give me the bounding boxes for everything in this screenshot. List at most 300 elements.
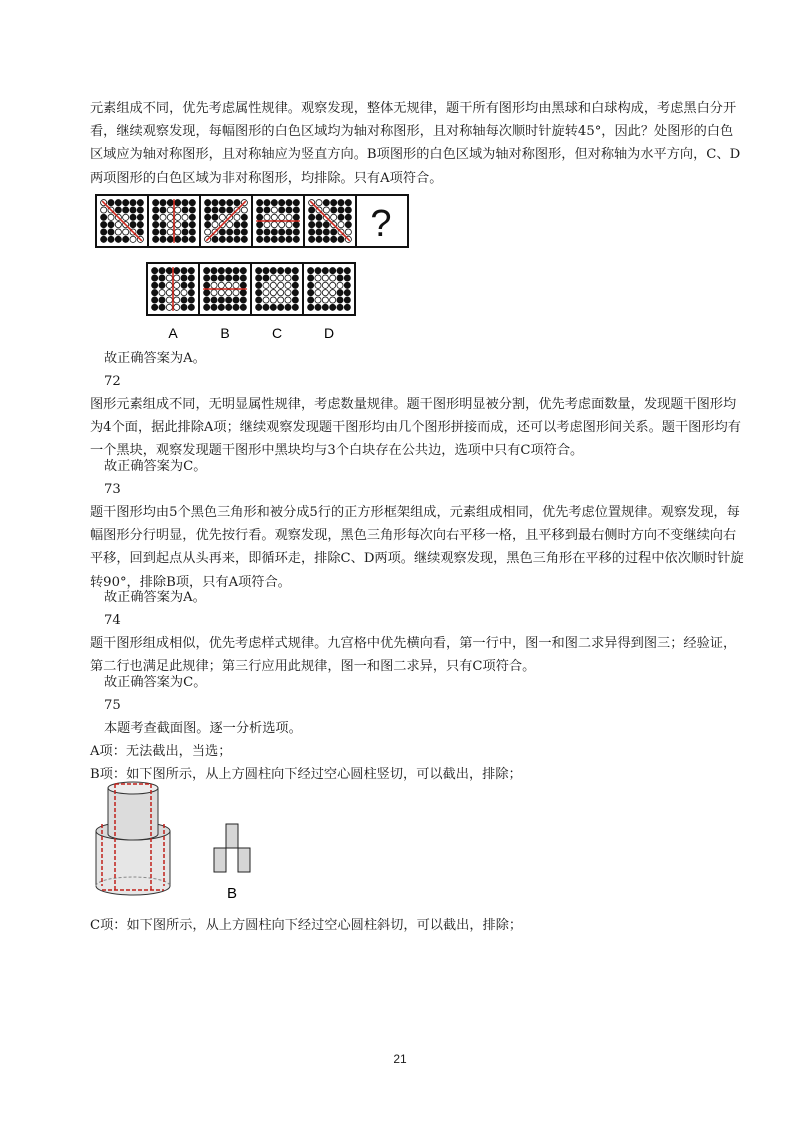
ball [293, 207, 299, 213]
ball [166, 275, 172, 281]
ball [256, 297, 262, 303]
ball [257, 236, 263, 242]
ball [153, 207, 159, 213]
ball [153, 229, 159, 235]
ball [322, 282, 328, 288]
ball [175, 229, 181, 235]
ball [330, 275, 336, 281]
ball [211, 304, 217, 310]
ball [315, 297, 321, 303]
ball [331, 229, 337, 235]
ball [331, 207, 337, 213]
ball [264, 222, 270, 228]
ball [278, 290, 284, 296]
ball [152, 290, 158, 296]
ball [174, 297, 180, 303]
ball [293, 222, 299, 228]
ball [226, 282, 232, 288]
ball [182, 229, 188, 235]
ball [211, 275, 217, 281]
ball [167, 214, 173, 220]
ball [256, 268, 262, 274]
ball [174, 304, 180, 310]
ball [309, 236, 315, 242]
ball [345, 222, 351, 228]
ball [330, 304, 336, 310]
ball [182, 236, 188, 242]
ball [263, 275, 269, 281]
ball [278, 275, 284, 281]
ball [285, 290, 291, 296]
q73-analysis: 题干图形均由5个黑色三角形和被分成5行的正方形框架组成，元素组成相同，优先考虑位置规律。观察发现，每幅图形分行明显，优先按行看。观察发现，黑色三角形每次向右平移一格，且平移到最右侧时方向不变继续向右平移，回到起点从头再来，即循环走，排除C、D两项。继续观察发现，黑色三角形在平移的过程中依次顺时针旋转90°，排除B项，只有A项符合。 [90, 505, 744, 590]
ball [218, 275, 224, 281]
ball [345, 214, 351, 220]
ball [219, 200, 225, 206]
ball [123, 214, 129, 220]
ball [101, 214, 107, 220]
ball [279, 229, 285, 235]
q72-answer: 故正确答案为C。 [104, 459, 207, 474]
ball [204, 290, 210, 296]
q73-number: 73 [104, 482, 121, 497]
ball [204, 282, 210, 288]
ball [241, 214, 247, 220]
ball [331, 214, 337, 220]
ball [271, 200, 277, 206]
ball [123, 229, 129, 235]
ball [188, 297, 194, 303]
ball [152, 297, 158, 303]
ball [123, 207, 129, 213]
ball [204, 304, 210, 310]
q75-intro: 本题考查截面图。逐一分析选项。 [104, 721, 302, 736]
ball [167, 222, 173, 228]
ball [227, 236, 233, 242]
page-number: 21 [393, 1052, 407, 1066]
ball [233, 290, 239, 296]
ball [167, 207, 173, 213]
ball [279, 207, 285, 213]
option-label-d: D [323, 325, 335, 341]
ball [181, 290, 187, 296]
ball [338, 214, 344, 220]
ball [338, 200, 344, 206]
ball [308, 268, 314, 274]
ball [212, 236, 218, 242]
ball [279, 222, 285, 228]
ball [308, 304, 314, 310]
ball [322, 297, 328, 303]
ball [285, 268, 291, 274]
ball [286, 229, 292, 235]
ball [175, 236, 181, 242]
ball [338, 222, 344, 228]
ball [241, 207, 247, 213]
ball [344, 297, 350, 303]
ball [137, 200, 143, 206]
ball [182, 200, 188, 206]
ball [101, 207, 107, 213]
ball [285, 304, 291, 310]
question-panel-4 [252, 195, 304, 247]
question-panel-2 [148, 195, 200, 247]
ball [205, 229, 211, 235]
ball [188, 268, 194, 274]
ball [115, 207, 121, 213]
ball [205, 200, 211, 206]
ball [257, 207, 263, 213]
ball [323, 207, 329, 213]
ball [263, 268, 269, 274]
ball [316, 214, 322, 220]
ball [159, 297, 165, 303]
ball [174, 268, 180, 274]
ball [108, 236, 114, 242]
ball [234, 200, 240, 206]
ball [218, 290, 224, 296]
ball [344, 290, 350, 296]
ball [167, 229, 173, 235]
ball [205, 207, 211, 213]
ball [309, 214, 315, 220]
ball [344, 275, 350, 281]
ball [123, 236, 129, 242]
ball [189, 200, 195, 206]
ball [264, 229, 270, 235]
ball [279, 214, 285, 220]
ball [271, 207, 277, 213]
ball [233, 275, 239, 281]
ball [205, 222, 211, 228]
ball [152, 268, 158, 274]
ball [322, 290, 328, 296]
ball [286, 236, 292, 242]
ball [137, 207, 143, 213]
ball [323, 222, 329, 228]
q75-option-c: C项：如下图所示，从上方圆柱向下经过空心圆柱斜切，可以截出，排除； [90, 918, 523, 933]
option-label-a: A [168, 325, 178, 341]
ball [264, 236, 270, 242]
ball [108, 222, 114, 228]
ball [270, 282, 276, 288]
ball [234, 214, 240, 220]
ball [101, 222, 107, 228]
ball [285, 275, 291, 281]
ball [152, 304, 158, 310]
q73-answer: 故正确答案为A。 [104, 590, 206, 605]
ball [137, 222, 143, 228]
ball [316, 222, 322, 228]
option-panel-d [303, 263, 355, 315]
ball [137, 229, 143, 235]
ball [175, 207, 181, 213]
ball [309, 207, 315, 213]
ball [345, 207, 351, 213]
option-panel-a [147, 263, 199, 315]
ball [212, 222, 218, 228]
ball [278, 282, 284, 288]
ball [174, 282, 180, 288]
ball [174, 275, 180, 281]
ball [166, 282, 172, 288]
ball [115, 222, 121, 228]
question-mark: ? [370, 203, 392, 245]
ball [115, 200, 121, 206]
ball [211, 282, 217, 288]
ball [271, 229, 277, 235]
ball [167, 200, 173, 206]
ball [219, 207, 225, 213]
ball [278, 304, 284, 310]
ball [166, 297, 172, 303]
ball [219, 214, 225, 220]
ball [270, 297, 276, 303]
ball [226, 268, 232, 274]
ball [286, 207, 292, 213]
ball [286, 214, 292, 220]
ball [166, 290, 172, 296]
ball [337, 290, 343, 296]
ball [344, 268, 350, 274]
ball [240, 275, 246, 281]
ball [189, 214, 195, 220]
ball [315, 275, 321, 281]
option-panel-b [199, 263, 251, 315]
ball [263, 282, 269, 288]
ball [293, 214, 299, 220]
ball [264, 214, 270, 220]
ball [257, 214, 263, 220]
ball [240, 290, 246, 296]
ball [233, 304, 239, 310]
ball [308, 282, 314, 288]
ball [293, 236, 299, 242]
ball [159, 268, 165, 274]
ball [226, 297, 232, 303]
ball [292, 290, 298, 296]
ball [292, 275, 298, 281]
ball [271, 214, 277, 220]
ball [330, 268, 336, 274]
ball [188, 290, 194, 296]
ball [160, 200, 166, 206]
option-label-b: B [220, 325, 230, 341]
ball [123, 200, 129, 206]
ball [338, 207, 344, 213]
ball [153, 200, 159, 206]
q71-answer: 故正确答案为A。 [104, 351, 206, 366]
ball [101, 236, 107, 242]
option-label-c: C [271, 325, 283, 341]
ball [130, 214, 136, 220]
ball [182, 222, 188, 228]
ball [323, 200, 329, 206]
ball [218, 282, 224, 288]
ball [323, 229, 329, 235]
ball [130, 207, 136, 213]
ball [285, 282, 291, 288]
ball [219, 236, 225, 242]
ball [271, 236, 277, 242]
ball [256, 290, 262, 296]
ball [101, 229, 107, 235]
ball [337, 297, 343, 303]
ball [211, 297, 217, 303]
ball [337, 268, 343, 274]
ball [322, 268, 328, 274]
ball [292, 297, 298, 303]
ball [181, 282, 187, 288]
ball [218, 304, 224, 310]
ball [315, 268, 321, 274]
ball [293, 229, 299, 235]
ball [175, 222, 181, 228]
ball [256, 282, 262, 288]
ball [263, 297, 269, 303]
ball [278, 268, 284, 274]
ball [240, 282, 246, 288]
ball [160, 222, 166, 228]
ball [286, 200, 292, 206]
ball [188, 275, 194, 281]
ball [344, 282, 350, 288]
ball [240, 304, 246, 310]
ball [212, 214, 218, 220]
ball [189, 207, 195, 213]
ball [115, 236, 121, 242]
ball [279, 236, 285, 242]
ball [130, 236, 136, 242]
ball [257, 200, 263, 206]
ball [167, 236, 173, 242]
ball [218, 268, 224, 274]
ball [257, 222, 263, 228]
ball [233, 297, 239, 303]
ball [233, 268, 239, 274]
q74-answer: 故正确答案为C。 [104, 675, 207, 690]
ball [188, 282, 194, 288]
ball [160, 229, 166, 235]
ball [322, 304, 328, 310]
ball [308, 290, 314, 296]
ball [166, 304, 172, 310]
ball [240, 297, 246, 303]
ball [241, 236, 247, 242]
q75-cylinder-figure [86, 776, 276, 906]
q75-option-b: B项：如下图所示，从上方圆柱向下经过空心圆柱竖切，可以截出，排除； [90, 767, 522, 782]
ball [263, 290, 269, 296]
ball [227, 200, 233, 206]
ball [227, 207, 233, 213]
ball [152, 282, 158, 288]
ball [316, 236, 322, 242]
q71-options-figure [146, 262, 356, 344]
q75-number: 75 [104, 698, 121, 713]
ball [181, 297, 187, 303]
ball [257, 229, 263, 235]
ball [322, 275, 328, 281]
ball [159, 282, 165, 288]
ball [130, 222, 136, 228]
ball [182, 214, 188, 220]
q75-option-a: A项：无法截出，当选； [90, 744, 232, 759]
q72-number: 72 [104, 374, 121, 389]
ball [174, 290, 180, 296]
ball [234, 222, 240, 228]
ball [211, 268, 217, 274]
ball [308, 297, 314, 303]
ball [241, 222, 247, 228]
ball [330, 282, 336, 288]
ball [308, 275, 314, 281]
ball [337, 282, 343, 288]
ball [204, 268, 210, 274]
ball [189, 229, 195, 235]
ball [152, 275, 158, 281]
ball [330, 297, 336, 303]
ball [270, 304, 276, 310]
ball [264, 200, 270, 206]
question-panel-5 [304, 195, 356, 247]
ball [188, 304, 194, 310]
option-panel-c [251, 263, 303, 315]
ball [108, 214, 114, 220]
ball [108, 229, 114, 235]
section-shape-b [214, 824, 250, 872]
ball [309, 222, 315, 228]
ball [115, 229, 121, 235]
ball [270, 290, 276, 296]
ball [240, 268, 246, 274]
ball [204, 275, 210, 281]
ball [160, 207, 166, 213]
ball [153, 222, 159, 228]
ball [153, 214, 159, 220]
ball [234, 236, 240, 242]
ball [108, 200, 114, 206]
ball [226, 290, 232, 296]
figure-b-label: B [226, 885, 238, 902]
ball [309, 229, 315, 235]
ball [285, 297, 291, 303]
ball [337, 304, 343, 310]
ball [175, 200, 181, 206]
ball [316, 229, 322, 235]
question-panel-1 [96, 195, 148, 247]
ball [160, 236, 166, 242]
ball [270, 268, 276, 274]
ball [219, 229, 225, 235]
q71-analysis: 元素组成不同，优先考虑属性规律。观察发现，整体无规律，题干所有图形均由黑球和白球构成，考虑黑白分开看，继续观察发现，每幅图形的白色区域均为轴对称图形，且对称轴每次顺时针旋转45°，因此？处图形的白色区域应为轴对称图形，且对称轴应为竖直方向。B项图形的白色区域为轴对称图形，但对称轴为水平方向，C、D两项图形的白色区域为非对称图形，均排除。只有A项符合。 [90, 101, 741, 186]
ball [256, 304, 262, 310]
question-panel-3 [200, 195, 252, 247]
ball [159, 290, 165, 296]
ball [286, 222, 292, 228]
ball [189, 222, 195, 228]
ball [227, 229, 233, 235]
q71-question-figure [94, 194, 410, 248]
ball [292, 282, 298, 288]
ball [292, 304, 298, 310]
ball [226, 304, 232, 310]
ball [153, 236, 159, 242]
q74-number: 74 [104, 613, 121, 628]
ball [345, 200, 351, 206]
ball [204, 297, 210, 303]
ball [331, 236, 337, 242]
ball [160, 214, 166, 220]
q74-analysis: 题干图形组成相似，优先考虑样式规律。九宫格中优先横向看，第一行中，图一和图二求异得到图三；经验证，第二行也满足此规律；第三行应用此规律，图一和图二求异，只有C项符合。 [90, 636, 737, 675]
